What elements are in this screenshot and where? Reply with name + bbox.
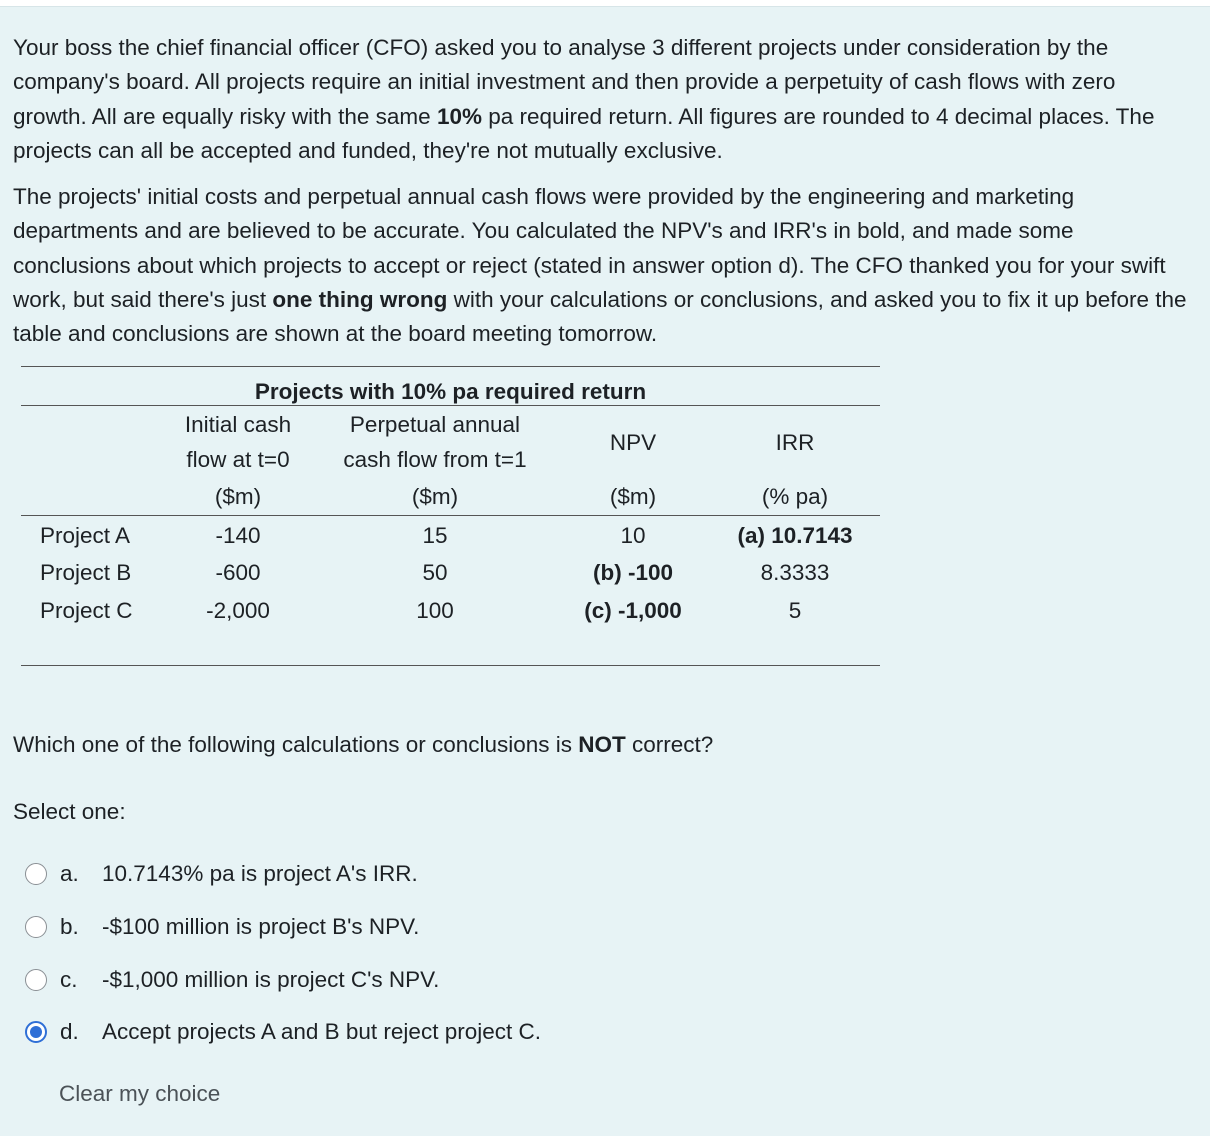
option-c-letter: c. (60, 967, 78, 992)
option-a[interactable] (25, 859, 418, 889)
header-perpetual-2: cash flow from t=1 (343, 447, 527, 472)
row-a-name: Project A (40, 523, 131, 548)
row-b-initial: -600 (215, 560, 261, 585)
row-a-irr: (a) 10.7143 (737, 523, 853, 548)
row-b-irr: 8.3333 (760, 560, 830, 585)
unit-npv: ($m) (609, 484, 657, 509)
unit-irr: (% pa) (761, 484, 829, 509)
row-c-irr: 5 (788, 598, 802, 623)
question-paragraph-1: Your boss the chief financial officer (CFO) asked you to analyse 3 different projects under consideration by the company's board. All projects require an initial investment and then provide a perpetuity of cash flows with zero growth. All are equally risky with the same 10% pa required return. All figures are rounded to 4 decimal places. The projects can all be accepted and funded, they're not mutually exclusive. (13, 35, 1155, 163)
unit-initial: ($m) (214, 484, 262, 509)
row-c-npv: (c) -1,000 (584, 598, 682, 623)
question-prompt: Which one of the following calculations or conclusions is NOT correct? (13, 732, 714, 757)
radio-c[interactable] (25, 969, 47, 991)
header-initial-2: flow at t=0 (186, 447, 290, 472)
radio-a[interactable] (25, 863, 47, 885)
radio-d[interactable] (25, 1021, 47, 1043)
unit-perpetual: ($m) (411, 484, 459, 509)
question-paragraph-2: The projects' initial costs and perpetual annual cash flows were provided by the engineering and marketing departments and are believed to be accurate. You calculated the NPV's and IRR's in bold, and made some conclusions about which projects to accept or reject (stated in answer option d). The CFO thanked you for your swift work, but said there's just one thing wrong with your calculations or conclusions, and asked you to fix it up before the table and conclusions are shown at the board meeting tomorrow. (13, 184, 1187, 347)
option-a-letter: a. (60, 861, 79, 886)
option-d-text[interactable]: Accept projects A and B but reject project C. (102, 1019, 541, 1044)
option-d-letter: d. (60, 1019, 79, 1044)
row-a-initial: -140 (215, 523, 261, 548)
table-header-rule (21, 515, 880, 516)
row-a-npv: 10 (620, 523, 646, 548)
option-d[interactable] (25, 1017, 541, 1047)
table-title: Projects with 10% pa required return (254, 379, 647, 404)
header-perpetual-1: Perpetual annual (349, 412, 521, 437)
option-c-text[interactable]: -$1,000 million is project C's NPV. (102, 967, 440, 992)
row-a-annual: 15 (422, 523, 448, 548)
option-c[interactable] (25, 965, 439, 995)
header-irr: IRR (775, 430, 815, 455)
row-b-npv: (b) -100 (592, 560, 673, 585)
header-npv: NPV (609, 430, 657, 455)
header-initial-1: Initial cash (184, 412, 292, 437)
option-b[interactable] (25, 912, 419, 942)
row-b-annual: 50 (422, 560, 448, 585)
radio-b[interactable] (25, 916, 47, 938)
row-c-name: Project C (40, 598, 133, 623)
table-bottom-rule (21, 665, 880, 666)
row-c-initial: -2,000 (206, 598, 270, 623)
option-b-letter: b. (60, 914, 79, 939)
option-b-text[interactable]: -$100 million is project B's NPV. (102, 914, 420, 939)
clear-choice-link[interactable]: Clear my choice (59, 1081, 221, 1106)
row-c-annual: 100 (416, 598, 454, 623)
table-title-rule (21, 405, 880, 406)
row-b-name: Project B (40, 560, 132, 585)
table-top-rule (21, 366, 880, 367)
select-one-label: Select one: (13, 799, 126, 824)
question-panel (0, 6, 1210, 1136)
option-a-text[interactable]: 10.7143% pa is project A's IRR. (102, 861, 418, 886)
